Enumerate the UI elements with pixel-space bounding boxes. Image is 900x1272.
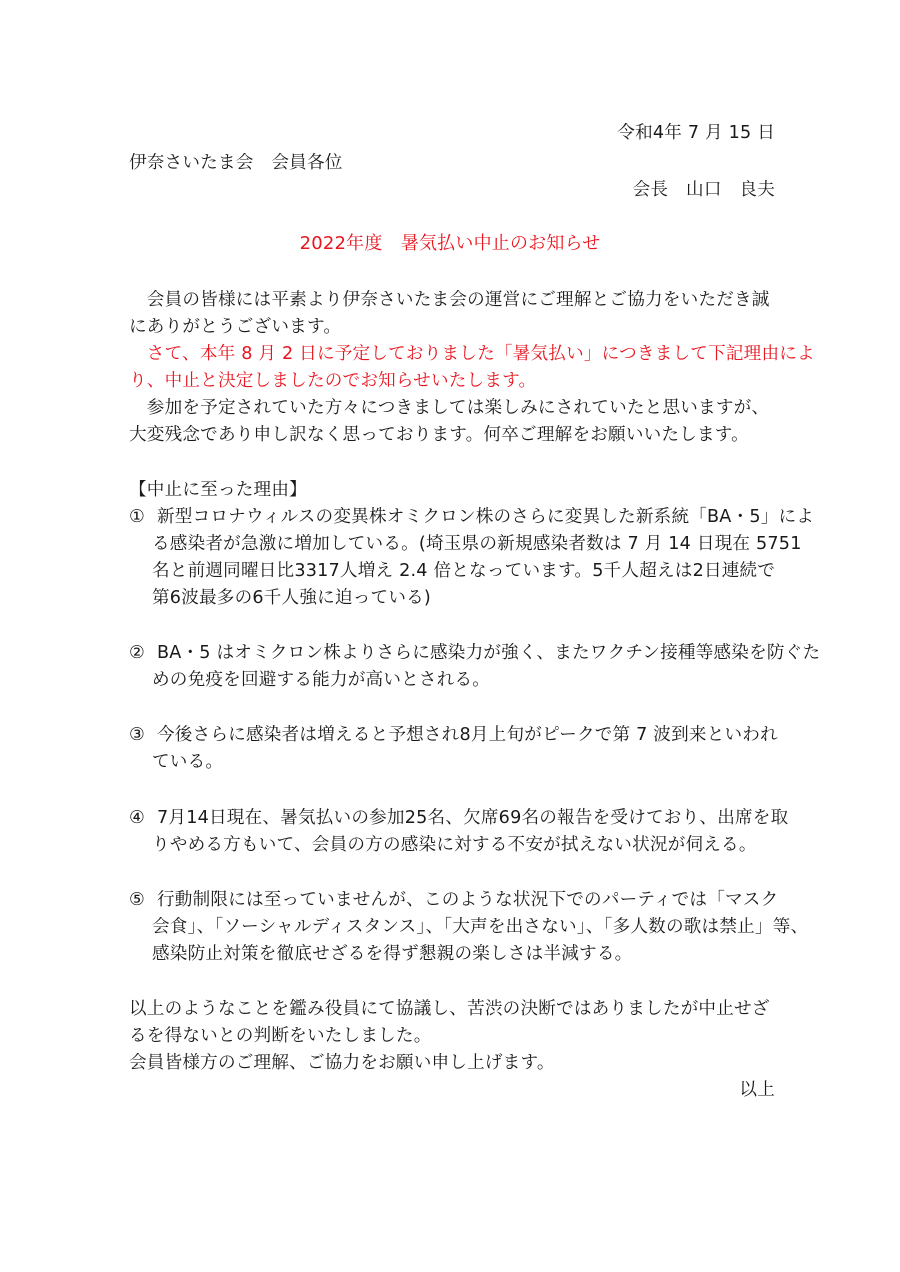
reason-line: めの免疫を回避する能力が高いとされる。 [152, 670, 491, 690]
reason-line: ている。 [152, 752, 224, 772]
reason-number: ③ [129, 725, 145, 745]
apology-line: 大変残念であり申し訳なく思っております。何卒ご理解をお願いいたします。 [129, 425, 749, 445]
notice-line: さて、本年 8 月 2 日に予定しておりました「暑気払い」につきまして下記理由によ [129, 344, 815, 364]
reason-line: 感染防止対策を徹底せざるを得ず懇親の楽しさは半減する。 [152, 944, 633, 964]
intro-line: 会員の皆様には平素より伊奈さいたま会の運営にご理解とご協力をいただき誠 [129, 290, 770, 310]
reason-number: ④ [129, 808, 145, 828]
reason-line: 新型コロナウィルスの変異株オミクロン株のさらに変異した新系統「BA・5」によ [157, 507, 815, 527]
reason-line: 名と前週同曜日比3317人増え 2.4 倍となっています。5千人超えは2日連続で [152, 561, 776, 581]
reason-line: BA・5 はオミクロン株よりさらに感染力が強く、またワクチン接種等感染を防ぐた [157, 643, 821, 663]
reason-line: 7月14日現在、暑気払いの参加25名、欠席69名の報告を受けており、出席を取 [157, 808, 789, 828]
reason-line: 今後さらに感染者は増えると予想され8月上旬がピークで第 7 波到来といわれ [157, 725, 778, 745]
conclusion-line: 会員皆様方のご理解、ご協力をお願い申し上げます。 [129, 1053, 555, 1073]
apology-line: 参加を予定されていた方々につきましては楽しみにされていたと思いますが、 [129, 398, 770, 418]
conclusion-line: るを得ないとの判断をいたしました。 [129, 1026, 432, 1046]
sender: 会長 山口 良夫 [632, 180, 775, 200]
reason-line: 第6波最多の6千人強に迫っている) [152, 588, 431, 608]
reason-number: ① [129, 507, 145, 527]
reason-line: 行動制限には至っていませんが、このような状況下でのパーティでは「マスク [157, 890, 779, 910]
reason-line: る感染者が急激に増加している。(埼玉県の新規感染者数は 7 月 14 日現在 5751 [152, 534, 802, 554]
page-title: 2022年度 暑気払い中止のお知らせ [299, 233, 601, 254]
notice-line: り、中止と決定しましたのでお知らせいたします。 [129, 371, 537, 391]
conclusion-line: 以上のようなことを鑑み役員にて協議し、苦渋の決断ではありましたが中止せざ [129, 999, 770, 1019]
intro-line: にありがとうございます。 [129, 317, 342, 337]
reason-number: ② [129, 643, 145, 663]
reason-line: りやめる方もいて、会員の方の感染に対する不安が拭えない状況が伺える。 [152, 835, 757, 855]
reason-number: ⑤ [129, 890, 145, 910]
closing-text: 以上 [739, 1080, 775, 1100]
reasons-heading: 【中止に至った理由】 [129, 480, 307, 500]
date: 令和4年 7 月 15 日 [617, 123, 775, 143]
reason-line: 会食」、「ソーシャルディスタンス」、「大声を出さない」、「多人数の歌は禁止」等、 [152, 917, 809, 937]
addressee: 伊奈さいたま会 会員各位 [129, 153, 343, 173]
